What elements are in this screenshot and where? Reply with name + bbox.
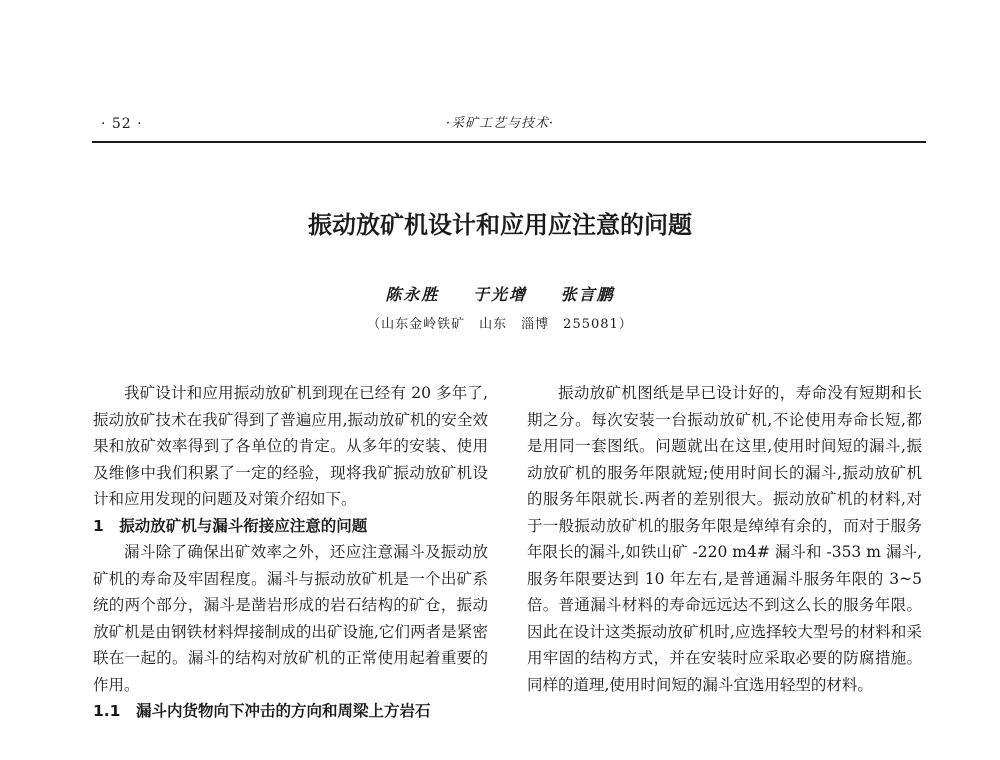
page-number: · 52 · — [101, 116, 143, 132]
section-1-1-heading: 1.1 漏斗内货物向下冲击的方向和周梁上方岩石 — [93, 702, 431, 720]
author-name: 陈永胜 — [385, 285, 440, 304]
author-name: 于光增 — [472, 285, 527, 304]
right-column — [527, 380, 922, 698]
section-1-heading: 1 振动放矿机与漏斗衔接应注意的问题 — [93, 516, 368, 535]
article-title: 振动放矿机设计和应用应注意的问题 — [308, 211, 692, 239]
author-name: 张言鹏 — [560, 285, 615, 304]
section-1-paragraph: 漏斗除了确保出矿效率之外，还应注意漏斗及振动放矿机的寿命及牢固程度。漏斗与振动放矿机是一个出矿系统的两个部分，漏斗是凿岩形成的岩石结构的矿仓，振动放矿机是由钢铁材料焊接制成的出矿设施,它们两者是紧密联在一起的。漏斗的结构对放矿机的正常使用起着重要的作用。 — [93, 543, 488, 694]
author-affiliation: （山东金岭铁矿 山东 淄博 255081） — [367, 317, 633, 332]
right-paragraph: 振动放矿机图纸是早已设计好的，寿命没有短期和长期之分。每次安装一台振动放矿机,不论使用寿命长短,都是用同一套图纸。问题就出在这里,使用时间短的漏斗,振动放矿机的服务年限就短;使用时间长的漏斗,振动放矿机的服务年限就长.两者的差别很大。振动放矿机的材料,对于一般振动放矿机的服务年限是绰绰有余的，而对于服务年限长的漏斗,如铁山矿 -220 m4# 漏斗和 -353 m 漏斗,服务年限要达到 10 年左右,是普通漏斗服务年限的 3~5 倍。普通漏斗材料的寿命远远达不到这么长的服务年限。因此在设计这类振动放矿机时,应选择较大型号的材料和采用牢固的结构方式，并在安装时应采取必要的防腐措施。同样的道理,使用时间短的漏斗宜选用轻型的材料。 — [527, 384, 922, 694]
running-header: ·采矿工艺与技术· — [445, 116, 555, 131]
left-column — [93, 380, 488, 725]
header-rule — [92, 141, 926, 143]
intro-paragraph: 我矿设计和应用振动放矿机到现在已经有 20 多年了,振动放矿技术在我矿得到了普遍应用,振动放矿机的安全效果和放矿效率得到了各单位的肯定。从多年的安装、使用及维修中我们积累了一定的经验，现将我矿振动放矿机设计和应用发现的问题及对策介绍如下。 — [93, 384, 488, 508]
author-list — [0, 282, 1000, 305]
